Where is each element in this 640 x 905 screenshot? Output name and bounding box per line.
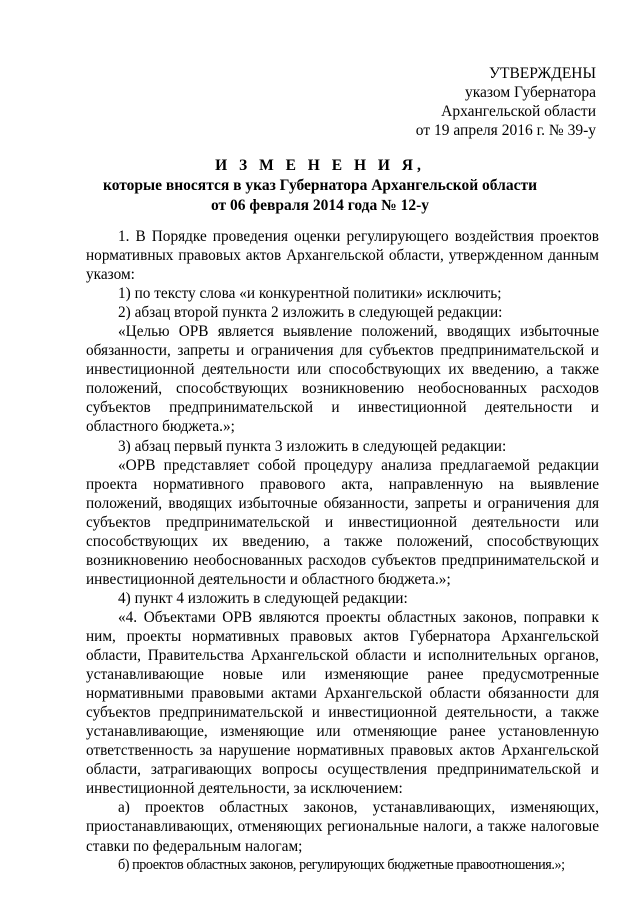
approval-region: Архангельской области <box>441 103 596 120</box>
paragraph: а) проектов областных законов, устанавливающих, изменяющих, приостанавливающих, отменяющих региональные налоги, а также налоговые ставки по федеральным налогам; <box>86 799 599 855</box>
paragraph: «Целью ОРВ является выявление положений, вводящих избыточные обязанности, запреты и ограничения для субъектов предпринимательской и инвестиционной деятельности или способствующих их введению, а также положений, способствующих возникновению необоснованных расходов субъектов предпринимательской и инвестиционной деятельности и областного бюджета.»; <box>86 323 599 436</box>
document-body <box>86 227 599 875</box>
document-title <box>0 156 640 216</box>
paragraph: «4. Объектами ОРВ являются проекты областных законов, поправки к ним, проекты нормативных правовых актов Губернатора Архангельской области, Правительства Архангельской области и исполнительных органов, устанавливающие новые или изменяющие ранее предусмотренные нормативными правовыми актами Архангельской области обязанности для субъектов предпринимательской и инвестиционной деятельности, а также устанавливающие, изменяющие или отменяющие ранее установленную ответственность за нарушение нормативных правовых актов Архангельской области, затрагивающих вопросы осуществления предпринимательской и инвестиционной деятельности, за исключением: <box>86 608 599 798</box>
paragraph: б) проектов областных законов, регулирующих бюджетные правоотношения.»; <box>118 856 565 873</box>
approval-heading: УТВЕРЖДЕНЫ <box>489 65 596 82</box>
approval-issuer: указом Губернатора <box>464 84 596 101</box>
paragraph: 1. В Порядке проведения оценки регулирующего воздействия проектов нормативных правовых актов Архангельской области, утвержденном данным указом: <box>86 228 599 284</box>
approval-stamp <box>376 64 596 140</box>
title-main: И З М Е Н Е Н И Я, <box>215 157 425 174</box>
approval-date-number: от 19 апреля 2016 г. № 39-у <box>415 122 596 139</box>
paragraph: 3) абзац первый пункта 3 изложить в следующей редакции: <box>118 437 507 455</box>
title-subject: которые вносятся в указ Губернатора Архангельской области <box>102 177 538 194</box>
title-reference: от 06 февраля 2014 года № 12-у <box>210 197 429 214</box>
paragraph: 2) абзац второй пункта 2 изложить в следующей редакции: <box>118 304 503 322</box>
paragraph: «ОРВ представляет собой процедуру анализа предлагаемой редакции проекта нормативного правового акта, направленную на выявление положений, вводящих избыточные обязанности, запреты и ограничения для субъектов предпринимательской и инвестиционной деятельности или способствующих их введению, а также положений, способствующих возникновению необоснованных расходов субъектов предпринимательской и инвестиционной деятельности и областного бюджета.»; <box>86 456 599 588</box>
paragraph: 4) пункт 4 изложить в следующей редакции: <box>118 589 408 607</box>
paragraph: 1) по тексту слова «и конкурентной политики» исключить; <box>118 285 502 303</box>
